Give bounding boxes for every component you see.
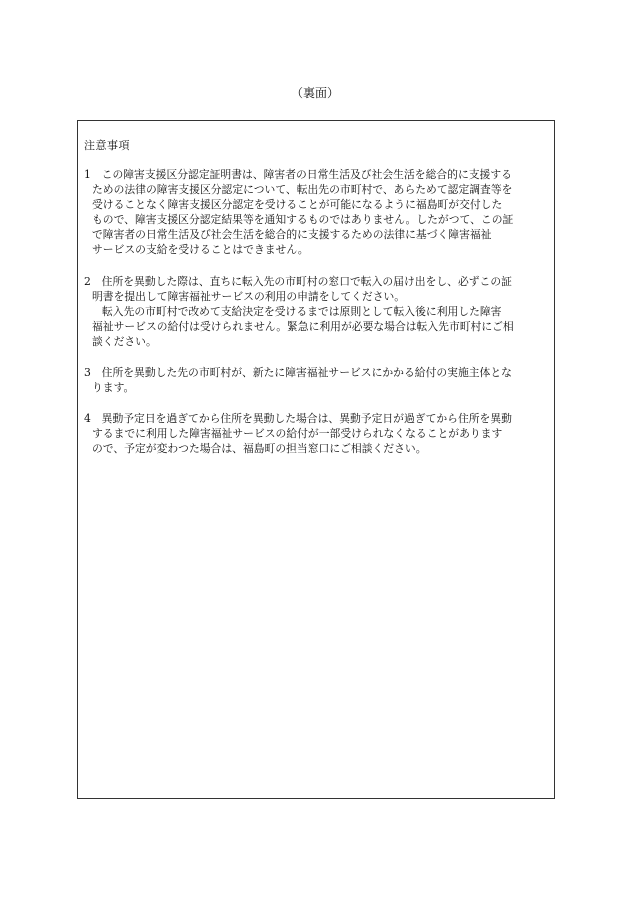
notice-line: 談ください。: [92, 335, 157, 348]
notice-line: 2 住所を異動した際は、直ちに転入先の市町村の窓口で転入の届け出をし、必ずこの証: [84, 275, 512, 288]
notice-line: ための法律の障害支援区分認定について、転出先の市町村で、あらためて認定調査等を: [92, 183, 513, 196]
notice-line: 転入先の市町村で改めて支給決定を受けるまでは原則として転入後に利用した障害: [102, 305, 502, 318]
notice-line: 1 この障害支援区分認定証明書は、障害者の日常生活及び社会生活を総合的に支援する: [84, 168, 512, 181]
notice-line: ります。: [92, 381, 135, 394]
notice-item-1: [84, 167, 550, 257]
notice-line: 受けることなく障害支援区分認定を受けることが可能になるように福島町が交付した: [92, 198, 503, 211]
notice-item-2: [84, 274, 550, 349]
notice-line: するまでに利用した障害福祉サービスの給付が一部受けられなくなることがあります: [92, 427, 503, 440]
notice-line: で障害者の日常生活及び社会生活を総合的に支援するための法律に基づく障害福祉: [92, 228, 492, 241]
notice-line: サービスの支給を受けることはできません。: [92, 243, 309, 256]
notice-item-3: [84, 365, 550, 395]
notice-box: [77, 120, 555, 799]
notice-title: 注意事項: [84, 139, 130, 152]
notice-item-4: [84, 411, 550, 456]
notice-line: もので、障害支援区分認定結果等を通知するものではありません。したがつて、この証: [92, 213, 514, 226]
notice-line: 福祉サービスの給付は受けられません。緊急に利用が必要な場合は転入先市町村にご相: [92, 320, 514, 333]
notice-line: 明書を提出して障害福祉サービスの利用の申請をしてください。: [92, 290, 406, 303]
page-title: （裏面）: [290, 86, 339, 100]
notice-line: 3 住所を異動した先の市町村が、新たに障害福祉サービスにかかる給付の実施主体とな: [84, 366, 512, 379]
notice-line: 4 異動予定日を過ぎてから住所を異動した場合は、異動予定日が過ぎてから住所を異動: [84, 412, 512, 425]
notice-line: ので、予定が変わつた場合は、福島町の担当窓口にご相談ください。: [92, 442, 427, 455]
